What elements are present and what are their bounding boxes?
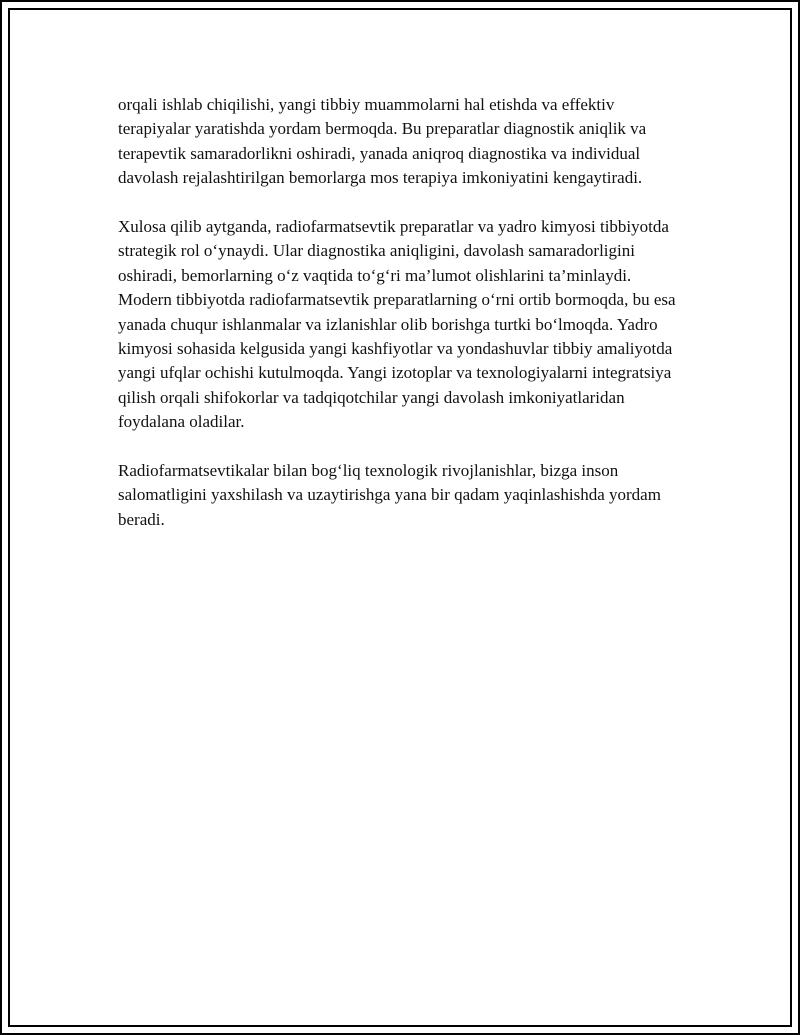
paragraph-1: orqali ishlab chiqilishi, yangi tibbiy muammolarni hal etishda va effektiv terapiyalar yaratishda yordam bermoqda. Bu preparatlar diagnostik aniqlik va terapevtik samaradorlikni oshiradi, yanada aniqroq diagnostika va individual davolash rejalashtirilgan bemorlarga mos terapiya imkoniyatini kengaytiradi.	[118, 95, 647, 188]
paragraph-3: Radiofarmatsevtikalar bilan bog‘liq texnologik rivojlanishlar, bizga inson salomatligini yaxshilash va uzaytirishga yana bir qadam yaqinlashishda yordam beradi.	[118, 461, 661, 529]
document-body	[118, 93, 688, 557]
paragraph-2: Xulosa qilib aytganda, radiofarmatsevtik preparatlar va yadro kimyosi tibbiyotda strategik rol o‘ynaydi. Ular diagnostika aniqligini, davolash samaradorligini oshiradi, bemorlarning o‘z vaqtida to‘g‘ri ma’lumot olishlarini ta’minlaydi. Modern tibbiyotda radiofarmatsevtik preparatlarning o‘rni ortib bormoqda, bu esa yanada chuqur ishlanmalar va izlanishlar olib borishga turtki bo‘lmoqda. Yadro kimyosi sohasida kelgusida yangi kashfiyotlar va yondashuvlar tibbiy amaliyotda yangi ufqlar ochishi kutulmoqda. Yangi izotoplar va texnologiyalarni integratsiya qilish orqali shifokorlar va tadqiqotchilar yangi davolash imkoniyatlaridan foydalana oladilar.	[118, 217, 676, 432]
